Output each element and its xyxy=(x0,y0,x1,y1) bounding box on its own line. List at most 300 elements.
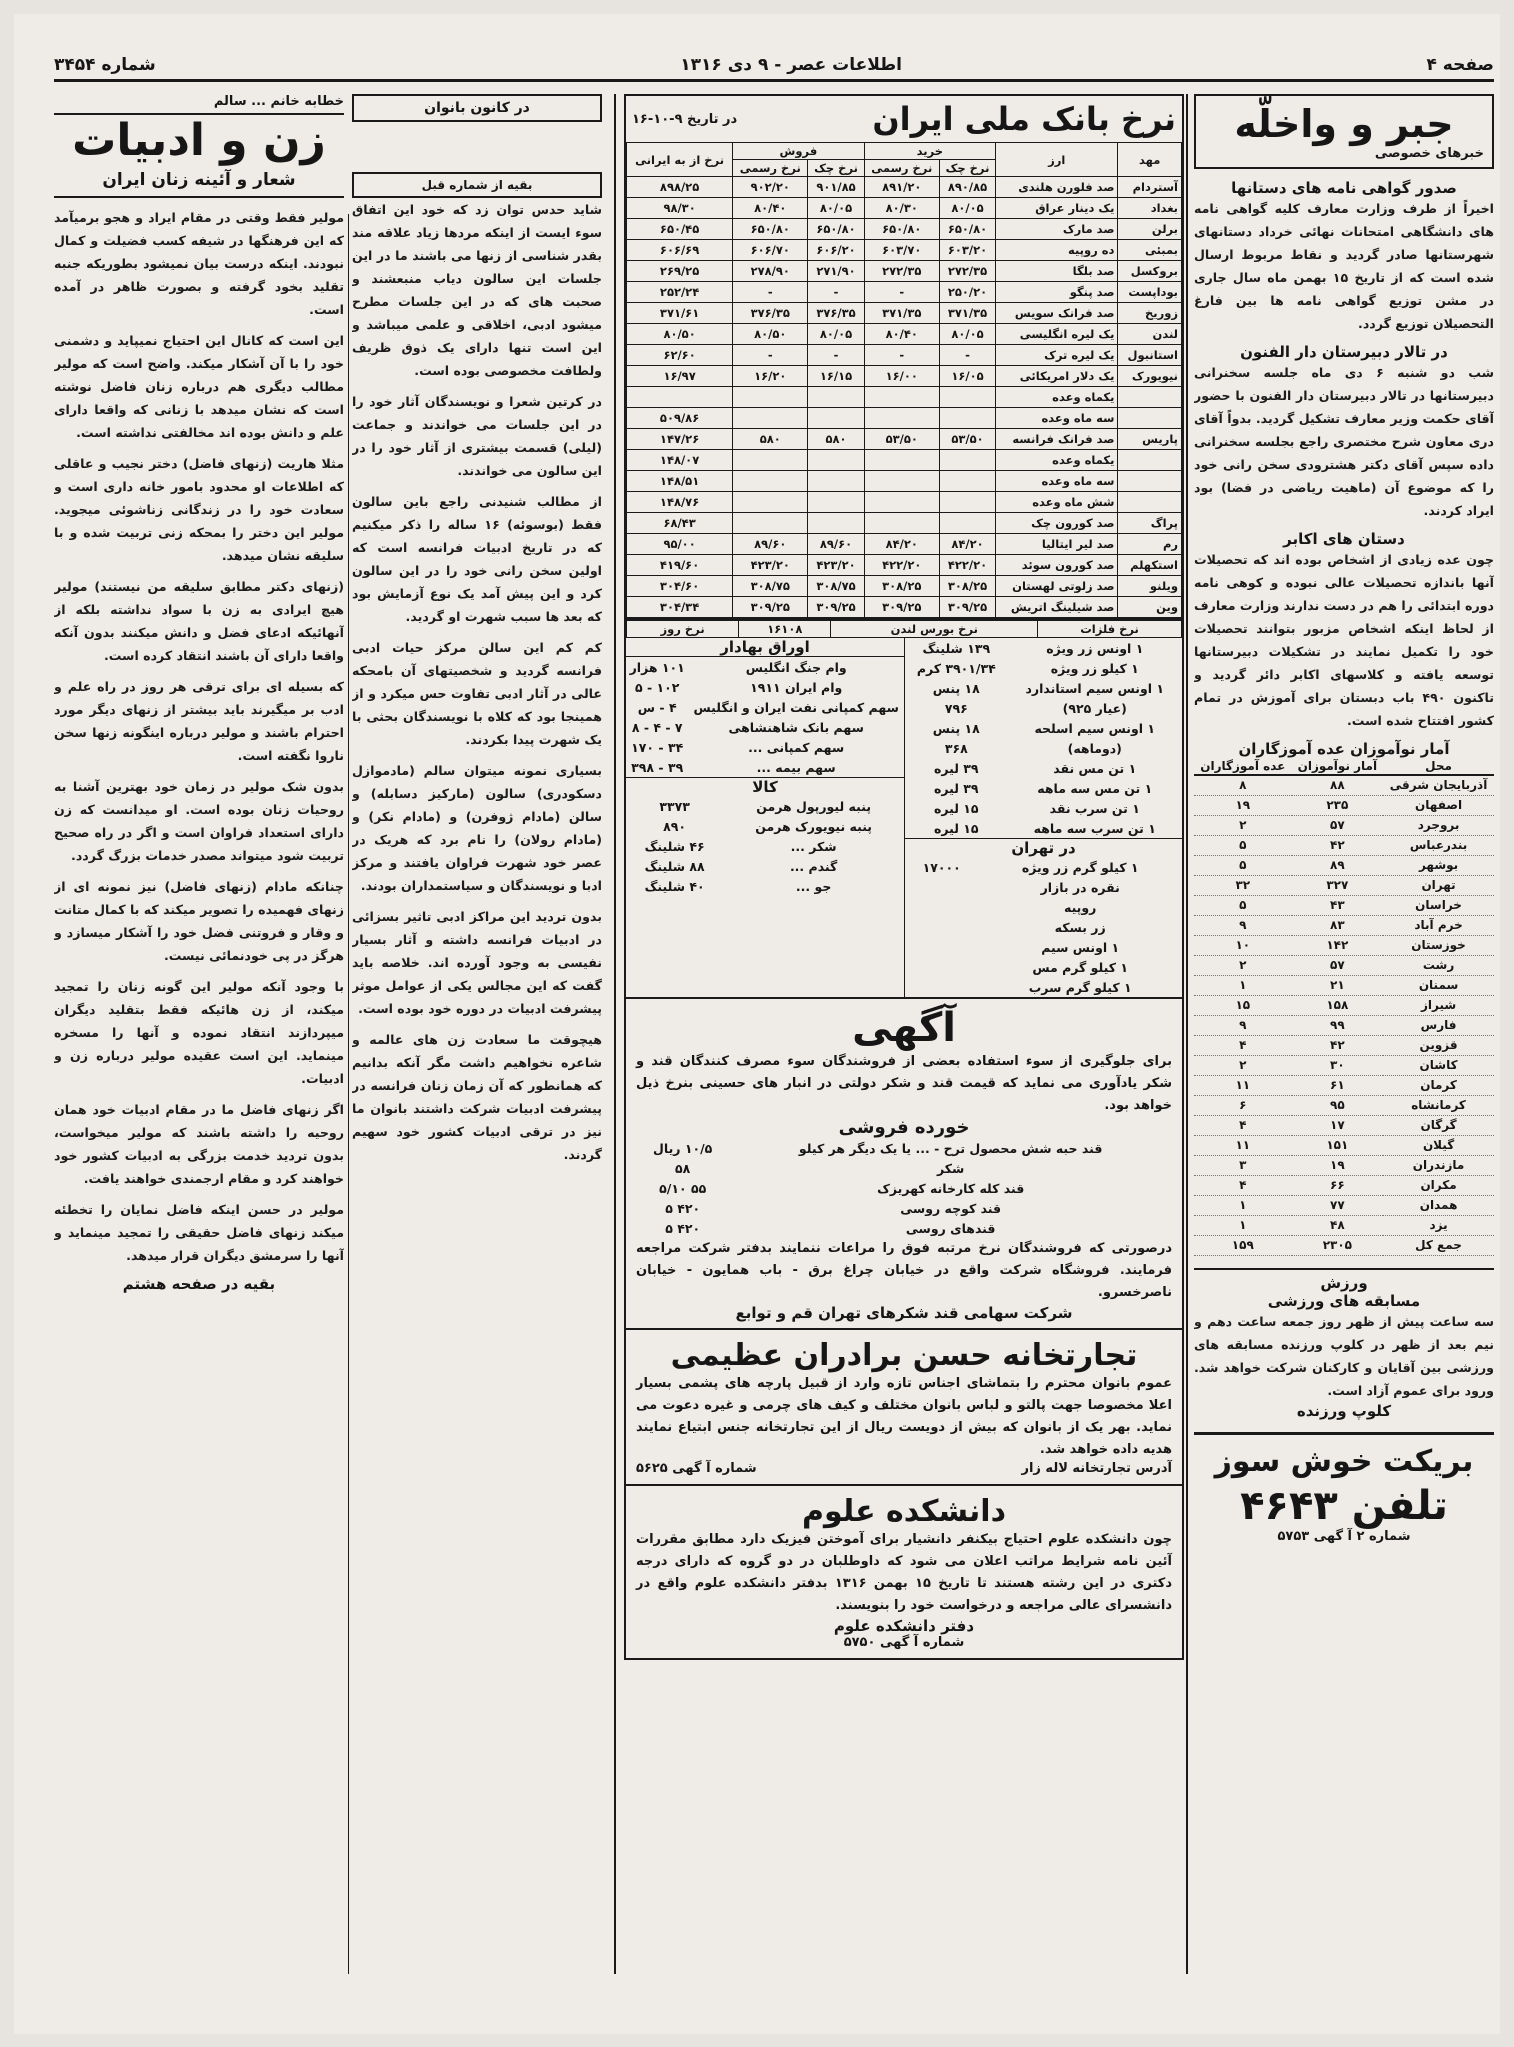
stats-cell: ۲ xyxy=(1194,815,1292,835)
table-row xyxy=(626,717,904,737)
stats-cell: گیلان xyxy=(1383,1135,1494,1155)
rates-cell: پاریس xyxy=(1118,429,1182,450)
stats-cell: ۱۷ xyxy=(1292,1115,1384,1135)
briket-ad xyxy=(1194,1432,1494,1544)
rates-cell: یک لیره ترک xyxy=(996,345,1118,366)
salon-continued-box: بقیه از شماره قبل xyxy=(352,172,602,198)
table-row xyxy=(636,1218,1172,1238)
stats-cell: ۵ xyxy=(1194,855,1292,875)
table-cell: ۵۸ xyxy=(675,1160,691,1176)
news-headline: در تالار دبیرستان دار الفنون xyxy=(1240,343,1448,361)
metals-grid xyxy=(626,638,1182,997)
rates-cell xyxy=(864,450,939,471)
rates-cell: صد فلورن هلندی xyxy=(996,177,1118,198)
stats-row xyxy=(1194,935,1494,955)
rates-cell xyxy=(939,513,995,534)
table-cell: قند کله کارخانه کهریزک xyxy=(877,1180,1025,1196)
rates-subheader: نرخ رسمی xyxy=(864,160,939,177)
stats-col-header: آمار نوآموزان xyxy=(1292,758,1384,775)
rates-cell: ۶۸/۴۳ xyxy=(627,513,733,534)
table-row xyxy=(626,876,904,896)
news-paragraph: اخیراً از طرف وزارت معارف کلیه گواهی نامه های دانشگاهی امتحانات نهائی خرداد دستانهای شهرستانها صادر گردید و نقاط مربوط ارسال شده است که از تاریخ ۱۵ بهمن ماه سال جاری در مشن توزیع گواهی نامه ها بین فارغ التحصیلان توزیع گردد. xyxy=(1194,201,1494,331)
table-cell: ۱ تن مس نقد xyxy=(1053,760,1137,776)
stats-cell: ۹ xyxy=(1194,915,1292,935)
rates-cell: ۱۴۷/۲۶ xyxy=(627,429,733,450)
azimi-address: آدرس تجارتخانه لاله زار xyxy=(1021,1461,1172,1476)
metals-left-table xyxy=(905,638,1182,838)
rates-cell: ۳۷۱/۳۵ xyxy=(939,303,995,324)
rates-cell: - xyxy=(808,345,864,366)
stats-col-header: محل xyxy=(1383,758,1494,775)
rates-cell: ۳۷۶/۳۵ xyxy=(733,303,808,324)
stats-cell: ۵ xyxy=(1194,835,1292,855)
rates-cell: رم xyxy=(1118,534,1182,555)
stats-cell: ۱ xyxy=(1194,1195,1292,1215)
table-row xyxy=(905,638,1182,658)
university-sign: دفتر دانشکده علوم xyxy=(833,1617,975,1635)
rates-cell: ۸۰/۰۵ xyxy=(808,324,864,345)
rates-cell xyxy=(1118,408,1182,429)
table-cell: پنبه لیورپول هرمن xyxy=(756,798,872,814)
table-cell: ۱ اونس سیم xyxy=(1041,939,1120,955)
table-row xyxy=(905,718,1182,738)
stats-cell: جمع کل xyxy=(1383,1235,1494,1255)
sugar-ad-intro: برای جلوگیری از سوء استفاده بعضی از فروشندگان سوء مصرف کنندگان قند و شکر یادآوری می نماید که قیمت قند و شکر دولتی در انبار های حسینی بنرخ ذیل خواهد بود. xyxy=(636,1054,1172,1113)
rates-row xyxy=(627,429,1182,450)
stats-cell: ۱ xyxy=(1194,1215,1292,1235)
table-row xyxy=(636,1158,1172,1178)
stats-cell: ۱۴۲ xyxy=(1292,935,1384,955)
stats-cell: خرم آباد xyxy=(1383,915,1494,935)
article-paragraph: مولیر در حسن اینکه فاضل نمایان را تخطئه میکند زنهای فاضل حقیقی را تمجید مینماید و آنها را سرمشق دیگران قرار میدهد. xyxy=(54,1202,344,1263)
news-title: جبر و واخلّه xyxy=(1234,102,1454,146)
rates-cell: ۲۷۱/۹۰ xyxy=(808,261,864,282)
rates-row xyxy=(627,177,1182,198)
rates-cell xyxy=(1118,387,1182,408)
stats-cell: ۶۱ xyxy=(1292,1075,1384,1095)
table-row xyxy=(905,897,1182,917)
stats-cell: ۹۹ xyxy=(1292,1015,1384,1035)
stats-cell: ۲۳۰۵ xyxy=(1292,1235,1384,1255)
stats-row xyxy=(1194,1075,1494,1095)
rates-cell: پراگ xyxy=(1118,513,1182,534)
rates-cell: بوداپست xyxy=(1118,282,1182,303)
briket-phone: تلفن ۴۶۴۳ xyxy=(1240,1482,1448,1529)
rates-cell: ۸۹۱/۲۰ xyxy=(864,177,939,198)
article-paragraph: مولیر فقط وقتی در مقام ایراد و هجو برمیآمد که این فرهنگها در شیفه کسب فضیلت و کمال نبودند. اینکه درست بیان نمیشود بطوریکه جنبه تقلید بخود گرفته و بصورت ظاهر در آمده است. xyxy=(54,210,344,317)
rates-cell: ۶۰۶/۷۰ xyxy=(733,240,808,261)
briket-ad-number: شماره ۲ آ گهی ۵۷۵۳ xyxy=(1277,1528,1411,1544)
news-column xyxy=(1194,94,1494,1934)
table-row xyxy=(636,1138,1172,1158)
table-cell xyxy=(905,957,978,977)
women-literature-column xyxy=(54,94,344,1934)
news-header-box xyxy=(1194,94,1494,169)
rates-cell: ۸۹/۶۰ xyxy=(733,534,808,555)
article-paragraph: شاید حدس توان زد که خود این اتفاق سوء ایست از اینکه مردها زیاد علاقه مند بقدر شناسی از زنها می باشند ما در این جلسات این سالون دیاب منبعشند و صحبت های که در این جلسات مطرح میشود ادبی، اخلاقی و علمی میباشد و این است تنها دارای یک ذوق ظریف ولطافت مخصوصی بوده است. xyxy=(352,202,602,378)
table-cell: ۱۸ پنس xyxy=(932,680,980,696)
rates-cell: ۶۰۶/۲۰ xyxy=(808,240,864,261)
stats-row xyxy=(1194,775,1494,795)
rates-cell: ۶۵۰/۸۰ xyxy=(733,219,808,240)
rates-cell xyxy=(733,513,808,534)
stats-cell: بروجرد xyxy=(1383,815,1494,835)
table-cell: ۳۹ - ۳۹۸ xyxy=(631,759,684,775)
table-cell: ۷۹۶ xyxy=(944,700,968,716)
metals-header-table xyxy=(626,620,1182,638)
table-row xyxy=(626,697,904,717)
news-paragraph: چون عده زیادی از اشخاص بوده اند که تحصیلات آنها باندازه تحصیلات عالی نبوده و کوهی نامه دوره ابتدائی را هم در دست ندارند وزارت معارف از لحاظ اینکه اشخاص مزبور بتوانند تحصیلات خود را تکمیل نمایند در تشکیلات دبیرستانها توسعه یافته و کلاسهای اکابر دائر گردید و تاکنون ۴۹۰ باب دبستان برای آموزش در تمام کشور افتتاح شده است. xyxy=(1194,552,1494,728)
masthead-issue: شماره ۳۴۵۴ xyxy=(54,54,156,75)
rates-cell: ۹۰۱/۸۵ xyxy=(808,177,864,198)
stats-header-row xyxy=(1194,758,1494,775)
salon-column xyxy=(352,94,602,1934)
table-cell: سهم کمپانی ... xyxy=(748,739,845,755)
stats-row xyxy=(1194,1215,1494,1235)
stats-cell: تهران xyxy=(1383,875,1494,895)
rates-cell: ۶۲/۶۰ xyxy=(627,345,733,366)
women-literature-title: زن و ادبیات xyxy=(72,115,326,166)
stats-cell: ۳۲۷ xyxy=(1292,875,1384,895)
rates-cell: ۲۶۹/۲۵ xyxy=(627,261,733,282)
sport-heading: ورزش xyxy=(1194,1268,1494,1292)
table-cell xyxy=(905,877,978,897)
rates-col-header: مهد xyxy=(1118,143,1182,177)
rates-cell: ۱۶/۰۵ xyxy=(939,366,995,387)
rates-cell: ۳۰۴/۳۴ xyxy=(627,597,733,618)
news-headline: دستان های اکابر xyxy=(1283,530,1405,548)
stats-cell: خراسان xyxy=(1383,895,1494,915)
stats-cell: ۲ xyxy=(1194,955,1292,975)
rates-cell: ۸۴/۲۰ xyxy=(939,534,995,555)
stats-cell: ۴ xyxy=(1194,1175,1292,1195)
rates-cell: ۶۰۶/۶۹ xyxy=(627,240,733,261)
rates-cell: ۶۵۰/۸۰ xyxy=(808,219,864,240)
stats-cell: ۱۱ xyxy=(1194,1135,1292,1155)
table-row xyxy=(626,836,904,856)
stats-row xyxy=(1194,995,1494,1015)
rates-cell: ۵۳/۵۰ xyxy=(939,429,995,450)
rates-cell: ۱۶/۰۰ xyxy=(864,366,939,387)
table-cell: ۳۶۸ xyxy=(944,740,968,756)
table-cell: قندهای روسی xyxy=(905,1220,996,1236)
newspaper-page xyxy=(14,14,1500,2034)
stats-cell: اصفهان xyxy=(1383,795,1494,815)
rates-cell: برلن xyxy=(1118,219,1182,240)
stats-cell: ۵ xyxy=(1194,895,1292,915)
stats-cell: ۵۷ xyxy=(1292,815,1384,835)
rates-col-header: فروش xyxy=(733,143,864,160)
table-cell: ۴ - س xyxy=(637,699,677,715)
stats-cell: ۱ xyxy=(1194,975,1292,995)
azimi-title: تجارتخانه حسن برادران عظیمی xyxy=(670,1338,1138,1373)
table-cell: ۱ کیلو گرم سرب xyxy=(1028,979,1132,995)
table-cell: ۷ - ۴ - ۸ xyxy=(631,719,683,735)
table-cell: (دوماهه) xyxy=(1067,740,1122,756)
table-row xyxy=(905,658,1182,678)
rates-cell: لندن xyxy=(1118,324,1182,345)
stats-cell: ۱۵ xyxy=(1194,995,1292,1015)
sport-subheading: مسابقه های ورزشی xyxy=(1267,1291,1421,1310)
news-subtitle: خبرهای خصوصی xyxy=(1374,146,1484,161)
stats-cell: ۱۹ xyxy=(1194,795,1292,815)
rates-cell: ۱۴۸/۰۷ xyxy=(627,450,733,471)
stats-cell: ۶ xyxy=(1194,1095,1292,1115)
rates-cell xyxy=(1118,450,1182,471)
rates-cell: ۴۱۹/۶۰ xyxy=(627,555,733,576)
rates-cell xyxy=(939,408,995,429)
rates-cell: ۱۴۸/۵۱ xyxy=(627,471,733,492)
briket-title: بریکت خوش سوز xyxy=(1214,1443,1474,1479)
bank-date: در تاریخ ۹-۱۰-۱۶ xyxy=(632,111,738,127)
bank-rates-table xyxy=(626,142,1182,618)
table-cell: ۳۴ - ۱۷۰ xyxy=(631,739,684,755)
rates-cell: ۳۷۱/۶۱ xyxy=(627,303,733,324)
article-paragraph: بدون تردید این مراکز ادبی تاثیر بسزائی در ادبیات فرانسه داشته و آثار بسیار نفیسی به وجود آورده اند. خلاصه باید گفت که این مجالس یکی از عوامل موثر پیشرفت ادبیات در دوره خود بوده است. xyxy=(352,909,602,1016)
table-row xyxy=(626,677,904,697)
stats-cell: ۴۲ xyxy=(1292,1035,1384,1055)
continued-note: بقیه در صفحه هشتم xyxy=(122,1275,276,1293)
sugar-ad-sign: شرکت سهامی قند شکرهای تهران قم و توابع xyxy=(735,1304,1073,1322)
kala-heading: کالا xyxy=(626,777,904,796)
rates-row xyxy=(627,534,1182,555)
masthead-paper: اطلاعات عصر - ۹ دی ۱۳۱۶ xyxy=(680,54,902,75)
rates-cell: ۳۰۴/۶۰ xyxy=(627,576,733,597)
column-rule xyxy=(348,214,349,1974)
rates-cell: ده روپیه xyxy=(996,240,1118,261)
rates-subheader: نرخ رسمی xyxy=(733,160,808,177)
rates-cell: ۹۵/۰۰ xyxy=(627,534,733,555)
table-cell: ۸۸ شلینگ xyxy=(644,858,705,874)
rates-cell: ۸۰/۴۰ xyxy=(733,198,808,219)
university-title: دانشکده علوم xyxy=(802,1494,1006,1529)
rates-cell: ۳۰۸/۷۵ xyxy=(733,576,808,597)
table-cell: پنبه نیویورک هرمن xyxy=(755,818,872,834)
sport-sign: کلوپ ورزنده xyxy=(1296,1401,1392,1420)
rates-cell: ۴۲۲/۲۰ xyxy=(939,555,995,576)
rates-cell xyxy=(808,450,864,471)
table-cell: جو ... xyxy=(795,878,832,894)
stats-body xyxy=(1194,775,1494,1235)
table-cell: ۱۳۹ شلینگ xyxy=(922,640,991,656)
article-paragraph: اگر زنهای فاضل ما در مقام ادبیات خود همان روحیه را داشته باشند که مولیر میخواست، بدون تردید خدمت بزرگی به ادبیات کشور خود خواهند کرد و مقام ارجمندی خواهند یافت. xyxy=(54,1102,344,1186)
rates-cell: صد فرانک سویس xyxy=(996,303,1118,324)
rates-row xyxy=(627,513,1182,534)
stats-cell: ۹ xyxy=(1194,1015,1292,1035)
metals-box xyxy=(624,620,1184,999)
rates-cell: ۸۰/۵۰ xyxy=(627,324,733,345)
table-cell: ۱ تن سرب نقد xyxy=(1049,800,1140,816)
rates-cell: صد زلوتی لهستان xyxy=(996,576,1118,597)
stats-row xyxy=(1194,955,1494,975)
rates-cell: ۵۰۹/۸۶ xyxy=(627,408,733,429)
table-cell xyxy=(905,977,978,997)
stats-row xyxy=(1194,875,1494,895)
stats-row xyxy=(1194,1195,1494,1215)
stats-heading: آمار نوآموزان عده آموزگاران xyxy=(1238,740,1450,758)
article-paragraph: کم کم این سالن مرکز حیات ادبی فرانسه گردید و شخصیتهای آن بامحکه عالی در آثار ادبی تفاوت حس میکرد و از همینجا بود که کلاه با نویسندگان بحثی با یک شهرت پیدا بکردند. xyxy=(352,640,602,747)
stats-cell: خوزستان xyxy=(1383,935,1494,955)
rates-row xyxy=(627,198,1182,219)
stats-cell: همدان xyxy=(1383,1195,1494,1215)
rates-cell xyxy=(808,471,864,492)
rates-cell xyxy=(864,513,939,534)
tehran-table xyxy=(905,857,1182,997)
table-cell: ۱ کیلو زر ویژه xyxy=(1050,660,1139,676)
rates-cell: ۲۷۲/۳۵ xyxy=(939,261,995,282)
rates-col-header: ارز xyxy=(996,143,1118,177)
column-rule xyxy=(1186,94,1188,1974)
table-cell: ۱۷۰۰۰ xyxy=(922,859,961,875)
rates-cell: ۱۶/۲۰ xyxy=(733,366,808,387)
rates-cell: ۳۰۹/۲۵ xyxy=(864,597,939,618)
article-paragraph: با وجود آنکه مولیر این گونه زنان را تمجید میکند، از زن هائیکه فقط بتقلید دیگران میپردازند انتقاد نموده و آنها را مسخره مینماید. این است عقیده مولیر درباره زن و ادبیات. xyxy=(54,979,344,1086)
sugar-ad-sub: خورده فروشی xyxy=(838,1117,970,1138)
table-cell: ۱ تن سرب سه ماهه xyxy=(1033,820,1156,836)
rates-cell: - xyxy=(808,282,864,303)
metals-header: نرخ بورس لندن xyxy=(831,621,1038,638)
rates-col-header: خرید xyxy=(864,143,995,160)
rates-cell: ۸۹۸/۲۵ xyxy=(627,177,733,198)
table-cell: ۱ کیلو گرم مس xyxy=(1032,959,1128,975)
rates-row xyxy=(627,303,1182,324)
table-cell: ۱۰۱ هزار xyxy=(629,659,685,675)
rates-cell: ۳۰۸/۲۵ xyxy=(939,576,995,597)
stats-cell: ۸ xyxy=(1194,775,1292,795)
stats-cell: ۵۷ xyxy=(1292,955,1384,975)
table-cell: روپیه xyxy=(1064,899,1097,915)
rates-cell: ۸۰/۰۵ xyxy=(939,198,995,219)
article-paragraph: (زنهای دکتر مطابق سلیقه من نیستند) مولیر هیچ ایرادی به زن با سواد نداشته بلکه از آنهائیکه ادعای فضل و دانش میکنند بدون آنکه واقعا دارای آن باشند انتقاد کرده است. xyxy=(54,579,344,663)
table-row xyxy=(636,1178,1172,1198)
table-row xyxy=(626,816,904,836)
kala-table xyxy=(626,796,904,896)
stats-row xyxy=(1194,835,1494,855)
rates-header-row xyxy=(627,143,1182,160)
stats-row xyxy=(1194,1035,1494,1055)
table-row xyxy=(905,798,1182,818)
stats-row xyxy=(1194,1155,1494,1175)
table-row xyxy=(905,877,1182,897)
table-cell: گندم ... xyxy=(789,858,838,874)
rates-cell xyxy=(733,471,808,492)
table-cell: ۸۹۰ xyxy=(663,818,687,834)
rates-cell xyxy=(733,408,808,429)
table-cell: ۳۳۷۳ xyxy=(659,798,690,814)
rates-cell: یک دلار امریکائی xyxy=(996,366,1118,387)
rates-cell: ۲۷۲/۳۵ xyxy=(864,261,939,282)
rates-cell: ۳۰۸/۷۵ xyxy=(808,576,864,597)
table-row xyxy=(626,757,904,777)
rates-cell: ۴۲۲/۲۰ xyxy=(864,555,939,576)
rates-cell: - xyxy=(733,282,808,303)
bank-title: نرخ بانک ملی ایران xyxy=(872,100,1176,138)
table-cell: ۴۲۰ ۵ xyxy=(665,1220,701,1236)
table-cell: سهم کمپانی نفت ایران و انگلیس xyxy=(693,699,899,715)
table-cell: ۳۹ لیره xyxy=(933,780,979,796)
rates-cell: - xyxy=(864,345,939,366)
rates-cell: یکماه وعده xyxy=(996,450,1118,471)
rates-cell: استانبول xyxy=(1118,345,1182,366)
rates-cell: بمبئی xyxy=(1118,240,1182,261)
rates-cell xyxy=(939,492,995,513)
rates-cell xyxy=(864,387,939,408)
news-headline: صدور گواهی نامه های دستانها xyxy=(1231,179,1457,197)
rates-cell: صد کورون چک xyxy=(996,513,1118,534)
stats-cell: ۹۵ xyxy=(1292,1095,1384,1115)
bank-title-row xyxy=(626,96,1182,142)
stats-row xyxy=(1194,1175,1494,1195)
rates-cell xyxy=(808,492,864,513)
rates-cell: ۸۰/۰۵ xyxy=(808,198,864,219)
rates-cell: یک دینار عراق xyxy=(996,198,1118,219)
rates-cell xyxy=(733,492,808,513)
stats-cell: ۱۵۸ xyxy=(1292,995,1384,1015)
rates-cell: شش ماه وعده xyxy=(996,492,1118,513)
stats-row xyxy=(1194,1055,1494,1075)
rates-cell: صد لیر ایتالیا xyxy=(996,534,1118,555)
rates-cell: ۸۴/۲۰ xyxy=(864,534,939,555)
table-cell xyxy=(905,917,978,937)
sugar-table xyxy=(636,1138,1172,1238)
rates-cell: ۶۰۳/۲۰ xyxy=(939,240,995,261)
securities-heading: اوراق بهادار xyxy=(626,638,904,657)
stats-row xyxy=(1194,915,1494,935)
table-cell: زر بسکه xyxy=(1054,919,1106,935)
table-cell xyxy=(905,937,978,957)
rates-cell: - xyxy=(939,345,995,366)
table-row xyxy=(905,977,1182,997)
table-row xyxy=(626,796,904,816)
table-cell: شکر xyxy=(937,1160,965,1176)
metals-header-row xyxy=(627,621,1182,638)
table-cell: نقره در بازار xyxy=(1040,879,1120,895)
rates-body xyxy=(627,177,1182,618)
rates-cell: سه ماه وعده xyxy=(996,408,1118,429)
rates-cell xyxy=(864,408,939,429)
rates-cell: ۴۲۳/۲۰ xyxy=(808,555,864,576)
salon-header: در کانون بانوان xyxy=(352,94,602,122)
stats-cell: مازندران xyxy=(1383,1155,1494,1175)
stats-cell: ۴ xyxy=(1194,1115,1292,1135)
rates-row xyxy=(627,597,1182,618)
rates-cell: صد مارک xyxy=(996,219,1118,240)
table-cell: ۱ کیلو گرم زر ویژه xyxy=(1021,859,1139,875)
metals-header: نرخ فلزات xyxy=(1038,621,1182,638)
azimi-text: عموم بانوان محترم را بتماشای اجناس تازه وارد از قبیل پارچه های پشمی بسیار اعلا مخصوصا جهت پالتو و لباس بانوان مختلف و کیف های چرمی و غیره دعوت می نماید. بهر یک از بانوان که بیش از دویست ریال از این تجارتخانه جنس ابتیاع نمایند هدیه داده خواهد شد. xyxy=(636,1376,1172,1457)
article-paragraph: در کرتین شعرا و نویسندگان آثار خود را در این جلسات می خواندند و جماعت (لیلی) قسمت بیشتری از آثار خود را در این سالون می خواندند. xyxy=(352,394,602,478)
rates-cell: ۱۶/۹۷ xyxy=(627,366,733,387)
finance-column xyxy=(624,94,1184,1934)
table-row xyxy=(626,657,904,677)
rates-cell xyxy=(939,387,995,408)
article-paragraph: این است که کانال این احتیاج نمیپاید و دشمنی خود را با آن آشکار میکند. واضح است که مولیر مطالب دیگری هم درباره زنان فاضل نوشته است که نشان میدهد با زنانی که واقعا دارای علم و دانش بوده اند مخالفتی نداشته است. xyxy=(54,333,344,440)
table-cell: (عیار ۹۲۵) xyxy=(1062,700,1127,716)
table-row xyxy=(626,856,904,876)
table-cell: قند کوچه روسی xyxy=(900,1200,1002,1216)
rates-row xyxy=(627,282,1182,303)
securities-table xyxy=(626,657,904,777)
stats-row xyxy=(1194,1135,1494,1155)
rates-row xyxy=(627,219,1182,240)
sugar-ad xyxy=(624,999,1184,1330)
rates-cell xyxy=(1118,492,1182,513)
stats-cell: ۳۰ xyxy=(1292,1055,1384,1075)
sport-text: سه ساعت پیش از ظهر روز جمعه ساعت دهم و نیم بعد از ظهر در کلوپ ورزنده مسابقه های ورزشی بین آقایان و کارکنان شرکت خواهد شد. ورود برای عموم آزاد است. xyxy=(1194,1313,1494,1398)
rates-cell: ۳۰۹/۲۵ xyxy=(808,597,864,618)
rates-cell: ۶۵۰/۴۵ xyxy=(627,219,733,240)
stats-cell: آذربایجان شرقی xyxy=(1383,775,1494,795)
